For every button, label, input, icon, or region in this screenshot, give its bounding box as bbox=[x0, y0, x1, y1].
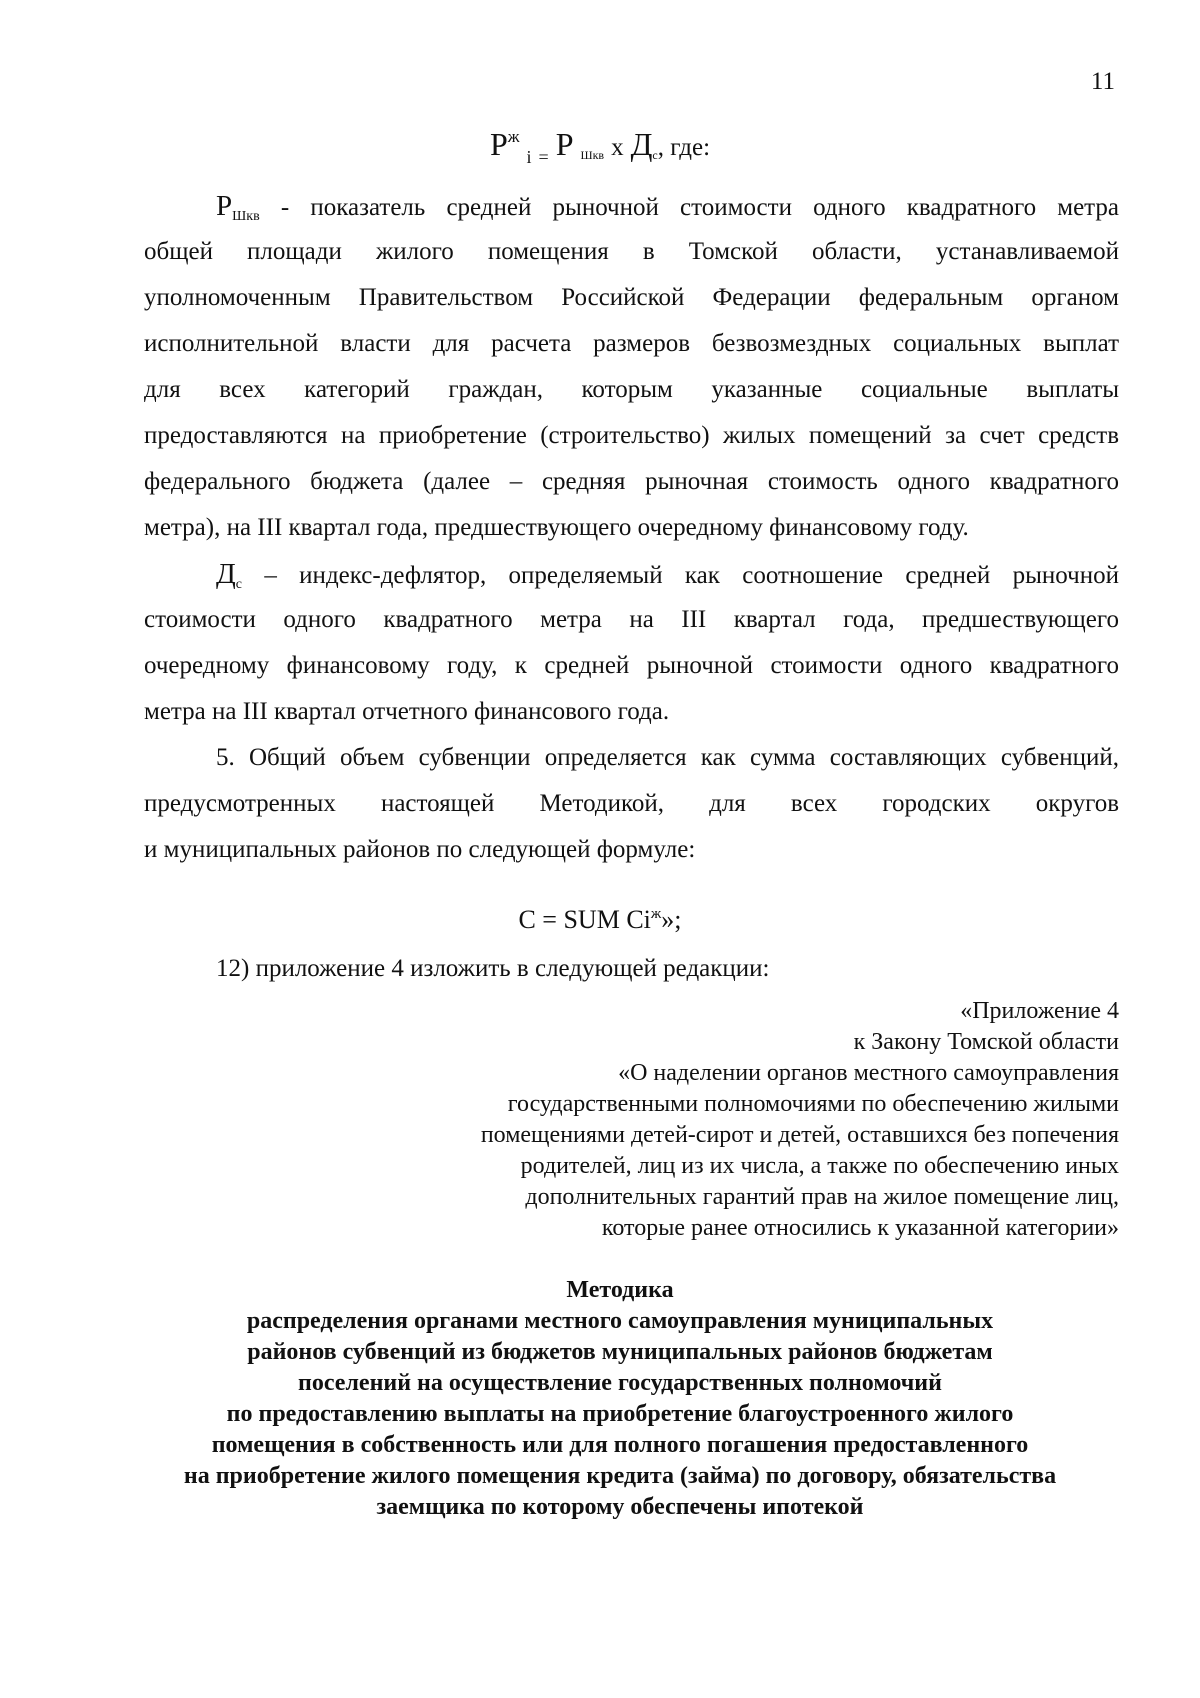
annex-line: «Приложение 4 bbox=[960, 998, 1119, 1024]
paragraph-line bbox=[144, 551, 1119, 597]
formula-lhs-base: Р bbox=[489, 126, 508, 162]
formula-lhs-sup: ж bbox=[507, 127, 520, 146]
annex-line: государственными полномочиями по обеспечению жилыми bbox=[507, 1091, 1119, 1117]
paragraph-line: стоимости одного квадратного метра на III квартал года, предшествующего bbox=[144, 606, 1119, 633]
annex-line: родителей, лиц из их числа, а также по обеспечению иных bbox=[520, 1153, 1119, 1179]
symbol-rshkv-base: Р bbox=[216, 190, 233, 222]
formula-rhs-base: Р bbox=[555, 126, 574, 162]
formula-sum-text: С = SUM Сi bbox=[518, 905, 651, 934]
annex-line: к Закону Томской области bbox=[853, 1029, 1119, 1055]
paragraph-line: очередному финансовому году, к средней рыночной стоимости одного квадратного bbox=[144, 652, 1119, 679]
paragraph-line: метра на III квартал отчетного финансового года. bbox=[144, 698, 670, 725]
heading-line: распределения органами местного самоуправления муниципальных bbox=[246, 1308, 994, 1334]
paragraph-line: метра), на III квартал года, предшествующего очередному финансовому году. bbox=[144, 514, 969, 541]
symbol-dc-base: Д bbox=[216, 558, 236, 590]
paragraph-line: для всех категорий граждан, которым указанные социальные выплаты bbox=[144, 376, 1119, 403]
paragraph-rshkv-definition bbox=[144, 183, 1119, 551]
formula-equals: = bbox=[538, 147, 549, 167]
annex-line: «О наделении органов местного самоуправления bbox=[618, 1060, 1119, 1086]
methodology-heading bbox=[120, 1275, 1120, 1523]
annex-line: которые ранее относились к указанной категории» bbox=[601, 1215, 1119, 1241]
heading-line: поселений на осуществление государственных полномочий bbox=[298, 1370, 942, 1396]
formula-factor-sub: с bbox=[652, 148, 658, 162]
heading-line: по предоставлению выплаты на приобретение благоустроенного жилого bbox=[226, 1401, 1014, 1427]
symbol-rshkv-sub: Шкв bbox=[232, 209, 260, 224]
paragraph-dc-definition bbox=[144, 551, 1119, 735]
heading-line: на приобретение жилого помещения кредита (займа) по договору, обязательства bbox=[183, 1463, 1057, 1489]
formula-lhs-sub: i bbox=[526, 147, 532, 167]
formula-sum-tail: »; bbox=[661, 905, 682, 934]
paragraph-line: общей площади жилого помещения в Томской области, устанавливаемой bbox=[144, 238, 1119, 265]
paragraph-text: – индекс-дефлятор, определяемый как соотношение средней рыночной bbox=[242, 562, 1119, 589]
paragraph-line: исполнительной власти для расчета размеров безвозмездных социальных выплат bbox=[144, 330, 1119, 357]
paragraph-item-5 bbox=[144, 735, 1119, 873]
heading-title: Методика bbox=[566, 1277, 674, 1303]
page-number: 11 bbox=[1090, 68, 1115, 95]
annex-header bbox=[219, 996, 1119, 1244]
formula-sum bbox=[0, 905, 1200, 935]
paragraph-line: и муниципальных районов по следующей формуле: bbox=[144, 836, 696, 863]
formula-times: х bbox=[611, 134, 624, 161]
formula-rzh bbox=[0, 126, 1200, 168]
paragraph-line bbox=[144, 183, 1119, 229]
heading-line: помещения в собственность или для полного погашения предоставленного bbox=[211, 1432, 1029, 1458]
paragraph-text: - показатель средней рыночной стоимости одного квадратного метра bbox=[259, 194, 1119, 221]
formula-rhs-sub: Шкв bbox=[580, 148, 605, 162]
paragraph-line: федерального бюджета (далее – средняя рыночная стоимость одного квадратного bbox=[144, 468, 1119, 495]
paragraph-line: 5. Общий объем субвенции определяется как сумма составляющих субвенций, bbox=[216, 744, 1119, 771]
formula-tail: , где: bbox=[657, 134, 711, 161]
formula-factor-base: Д bbox=[630, 126, 653, 162]
annex-line: дополнительных гарантий прав на жилое помещение лиц, bbox=[525, 1184, 1119, 1210]
symbol-dc-sub: с bbox=[235, 577, 243, 592]
annex-line: помещениями детей-сирот и детей, оставшихся без попечения bbox=[480, 1122, 1119, 1148]
heading-line: заемщика по которому обеспечены ипотекой bbox=[376, 1494, 864, 1520]
paragraph-line: предусмотренных настоящей Методикой, для всех городских округов bbox=[144, 790, 1119, 817]
formula-sum-sup: ж bbox=[650, 906, 662, 922]
paragraph-line: предоставляются на приобретение (строительство) жилых помещений за счет средств bbox=[144, 422, 1119, 449]
paragraph-item-12: 12) приложение 4 изложить в следующей редакции: bbox=[216, 955, 770, 982]
heading-line: районов субвенций из бюджетов муниципальных районов бюджетам bbox=[247, 1339, 993, 1365]
paragraph-line: уполномоченным Правительством Российской Федерации федеральным органом bbox=[144, 284, 1119, 311]
